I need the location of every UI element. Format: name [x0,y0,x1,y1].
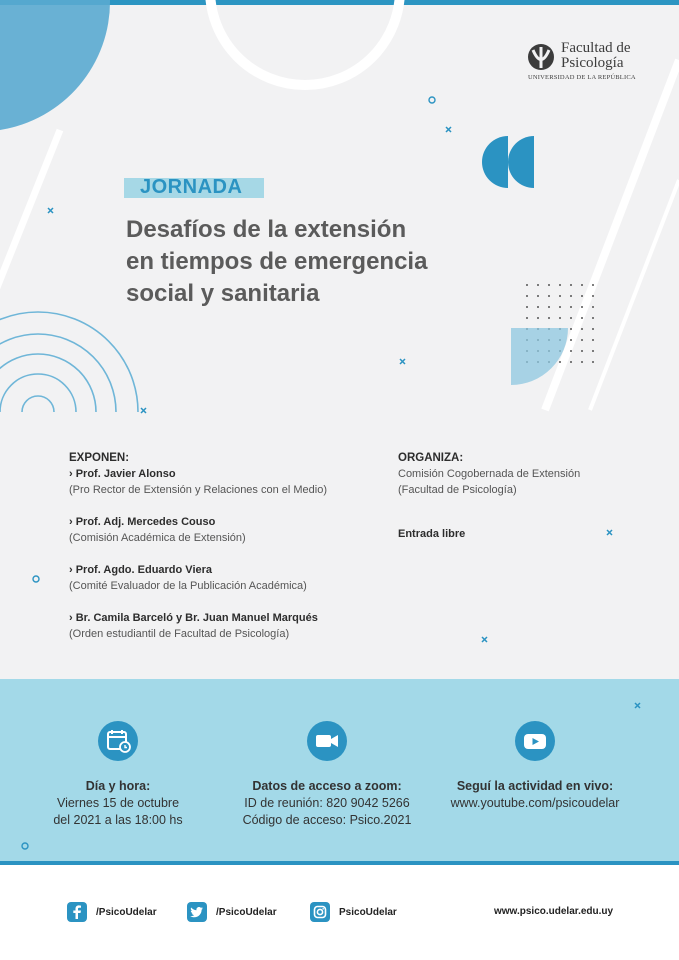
instagram-icon [310,902,330,922]
youtube-icon [515,721,555,761]
twitter-handle: /PsicoUdelar [216,906,277,918]
faculty-logo [527,40,642,85]
event-title-line: Desafíos de la extensión [126,216,407,243]
zoom-passcode: Código de acceso: Psico.2021 [242,813,412,827]
twitter-link[interactable] [187,902,277,922]
twitter-icon [187,902,207,922]
organizer-line: (Facultad de Psicología) [398,484,517,496]
zoom-meeting-id: ID de reunión: 820 9042 5266 [244,796,410,810]
speakers-heading: EXPONEN: [69,452,130,464]
zoom-info [227,721,427,829]
organizer-line: Comisión Cogobernada de Extensión [398,468,581,480]
speaker-role: (Comité Evaluador de la Publicación Académica) [69,580,307,592]
zoom-title: Datos de acceso a zoom: [252,779,402,793]
website-link[interactable]: www.psico.udelar.edu.uy [494,906,614,917]
event-tag [124,178,264,198]
organizer-heading: ORGANIZA: [398,452,464,464]
event-title [126,214,506,310]
speaker-name: › Prof. Adj. Mercedes Couso [69,516,216,528]
organizer-section [398,450,638,542]
facebook-icon [67,902,87,922]
speaker-name: › Prof. Agdo. Eduardo Viera [69,564,213,576]
speaker-role: (Orden estudiantil de Facultad de Psicología) [69,628,290,640]
logo-line-1: Facultad de [561,40,631,56]
time-line: del 2021 a las 18:00 hs [53,813,183,827]
youtube-link[interactable]: www.youtube.com/psicoudelar [450,796,620,810]
instagram-handle: PsicoUdelar [339,906,397,918]
entry-note: Entrada libre [398,528,466,540]
facebook-handle: /PsicoUdelar [96,906,157,918]
date-info [18,721,218,829]
date-line: Viernes 15 de octubre [56,796,180,810]
psicologia-logo-icon [527,43,557,71]
speaker-name: › Prof. Javier Alonso [69,468,176,480]
logo-line-3: UNIVERSIDAD DE LA REPÚBLICA [528,74,636,81]
speaker-role: (Pro Rector de Extensión y Relaciones con el Medio) [69,484,328,496]
instagram-link[interactable] [310,902,397,922]
event-title-line: social y sanitaria [126,280,320,307]
date-title: Día y hora: [85,779,151,793]
live-info [435,721,635,812]
live-title: Seguí la actividad en vivo: [456,779,614,793]
video-camera-icon [307,721,347,761]
facebook-link[interactable] [67,902,157,922]
event-title-line: en tiempos de emergencia [126,248,428,275]
calendar-icon [98,721,138,761]
speaker-name: › Br. Camila Barceló y Br. Juan Manuel Marqués [69,612,318,624]
speaker-role: (Comisión Académica de Extensión) [69,532,246,544]
logo-line-2: Psicología [561,55,624,71]
event-tag-label: JORNADA [140,176,243,198]
speakers-section [69,450,389,642]
